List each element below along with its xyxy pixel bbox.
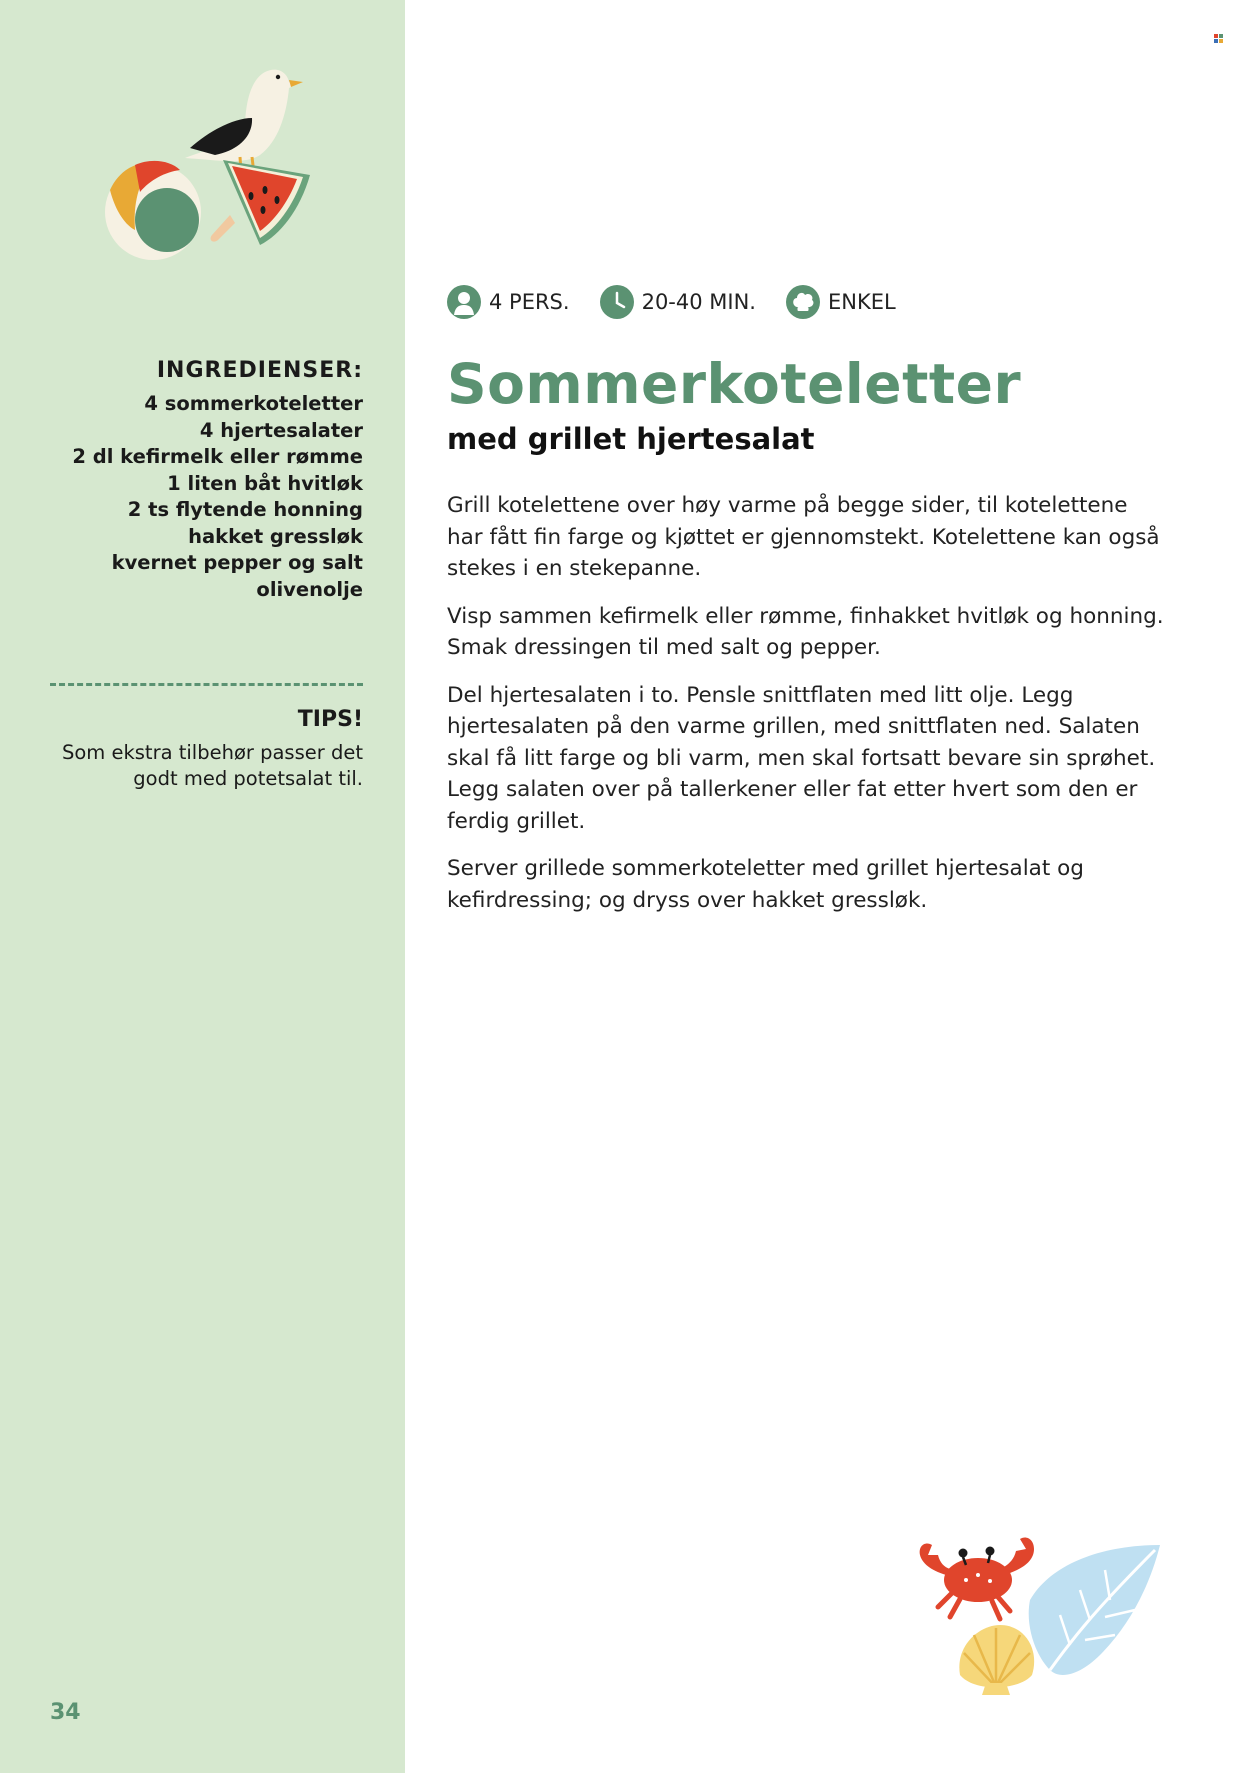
difficulty — [786, 285, 896, 319]
time — [600, 285, 756, 319]
beach-ball-icon — [105, 161, 201, 260]
ingredients-title: INGREDIENSER: — [156, 358, 363, 383]
ingredients-section — [23, 358, 363, 603]
instruction-paragraph: Visp sammen kefirmelk eller rømme, finhakket hvitløk og honning. Smak dressingen til med salt og pepper. — [447, 603, 1164, 660]
ingredient-item: olivenolje — [256, 577, 363, 601]
recipe-title: Sommerkoteletter — [447, 352, 1022, 416]
divider — [50, 683, 363, 686]
seaside-illustration — [900, 1525, 1165, 1705]
instruction-paragraph: Del hjertesalaten i to. Pensle snittflaten med litt olje. Legg hjertesalaten på den varme grillen, med snittflaten ned. Salaten skal få litt farge og bli varm, men skal fortsatt bevare sin sprøhet. Legg salaten over på tallerkener eller fat etter hvert som den er ferdig grillet. — [447, 682, 1156, 834]
ingredient-item: kvernet pepper og salt — [111, 551, 363, 574]
ingredient-item: 2 ts flytende honning — [127, 498, 363, 521]
recipe-subtitle: med grillet hjertesalat — [447, 422, 815, 456]
beach-illustration — [95, 60, 325, 290]
ingredient-item: 2 dl kefirmelk eller rømme — [72, 445, 363, 468]
chef-hat-icon — [786, 285, 820, 319]
corner-mark-icon — [1214, 34, 1224, 44]
clock-icon — [600, 285, 634, 319]
shell-icon — [959, 1625, 1034, 1695]
sidebar — [0, 0, 405, 1773]
tips-text: Som ekstra tilbehør passer det godt med potetsalat til. — [61, 741, 363, 790]
ingredient-item: 1 liten båt hvitløk — [167, 471, 363, 495]
recipe-meta — [447, 285, 896, 319]
ingredient-item: hakket gressløk — [188, 524, 363, 548]
instruction-paragraph: Grill kotelettene over høy varme på begge sider, til kotelettene har fått fin farge og kjøttet er gjennomstekt. Kotelettene kan også stekes i en stekepanne. — [447, 493, 1160, 581]
person-icon — [447, 285, 481, 319]
page-number: 34 — [50, 1700, 81, 1725]
crab-icon — [920, 1537, 1034, 1619]
instruction-paragraph: Server grillede sommerkoteletter med grillet hjertesalat og kefirdressing; og dryss over hakket gressløk. — [447, 856, 1084, 913]
tips-title: TIPS! — [297, 707, 363, 732]
time-label: 20-40 MIN. — [641, 290, 756, 314]
watermelon-icon — [211, 160, 310, 245]
ingredients-list — [23, 391, 363, 603]
servings — [447, 285, 570, 319]
recipe-instructions — [447, 490, 1167, 932]
ingredient-item: 4 hjertesalater — [199, 418, 363, 442]
difficulty-label: ENKEL — [827, 290, 896, 314]
leaf-icon — [1029, 1545, 1160, 1675]
tips-section — [23, 707, 363, 792]
ingredient-item: 4 sommerkoteletter — [144, 392, 363, 415]
servings-label: 4 PERS. — [489, 290, 570, 314]
